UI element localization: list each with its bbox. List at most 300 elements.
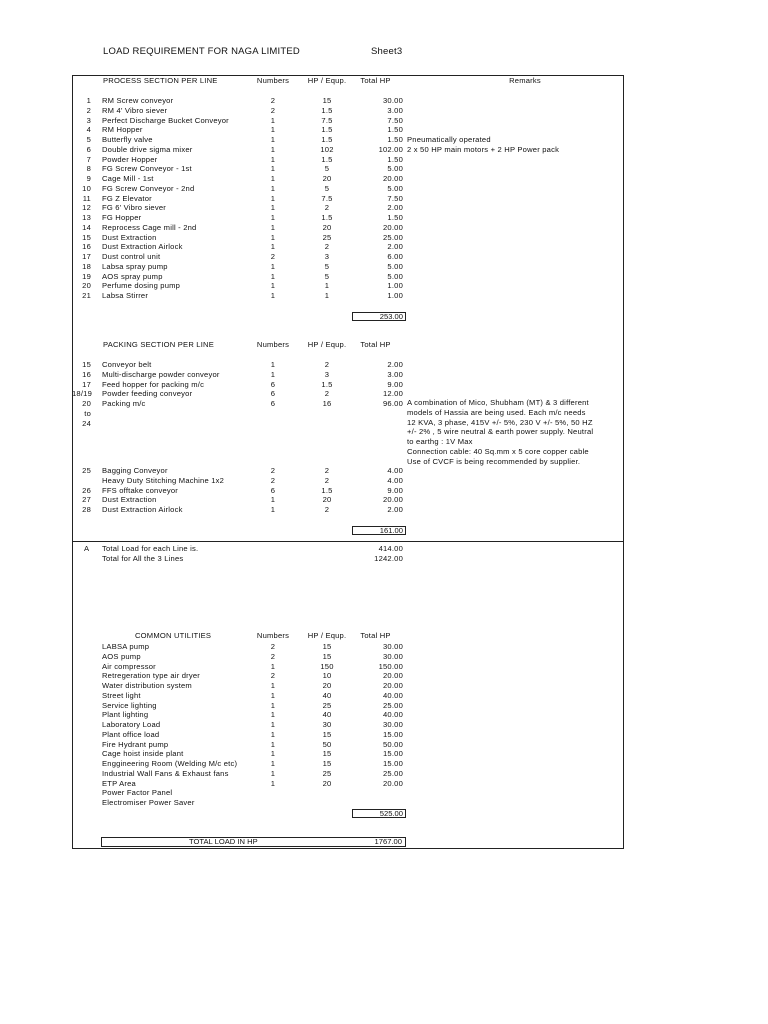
row-hp: 1 xyxy=(324,281,330,291)
row-description: Labsa Stirrer xyxy=(102,291,149,300)
row-hp: 15 xyxy=(322,651,332,661)
row-number: 7 xyxy=(86,154,91,164)
row-number: 4 xyxy=(86,125,91,135)
row-numbers: 6 xyxy=(270,485,276,495)
row-numbers: 1 xyxy=(270,115,276,125)
row-total: 7.50 xyxy=(387,193,403,203)
row-total: 4.00 xyxy=(387,466,403,475)
row-total: 102.00 xyxy=(378,144,403,154)
row-hp: 50 xyxy=(322,739,332,749)
table-row xyxy=(0,701,768,711)
row-total: 15.00 xyxy=(382,729,403,739)
row-description: Packing m/c xyxy=(102,399,146,408)
row-description: FG 6' Vibro siever xyxy=(102,203,166,213)
row-hp: 10 xyxy=(322,671,332,681)
row-hp: 2 xyxy=(324,505,330,514)
row-total: 30.00 xyxy=(382,720,403,729)
row-description: Conveyor belt xyxy=(102,360,152,369)
row-numbers: 1 xyxy=(270,125,276,135)
row-numbers: 1 xyxy=(270,164,276,174)
remark-line: to earthg : 1V Max xyxy=(407,437,473,446)
row-description: Powder feeding conveyor xyxy=(102,389,193,399)
row-hp: 20 xyxy=(322,174,332,183)
row-description: Dust Extraction Airlock xyxy=(102,242,183,252)
table-row xyxy=(0,106,768,116)
row-number: 14 xyxy=(82,222,91,232)
table-row xyxy=(0,184,768,194)
row-total: 20.00 xyxy=(382,671,403,681)
row-description: FG Z Elevator xyxy=(102,193,152,203)
table-row xyxy=(0,466,768,476)
row-hp: 1.5 xyxy=(321,154,333,164)
row-number: 1 xyxy=(86,96,91,105)
row-hp: 15 xyxy=(322,96,332,105)
row-hp: 2 xyxy=(324,242,330,252)
row-numbers: 6 xyxy=(270,389,276,399)
utilities-section-heading: COMMON UTILITIES xyxy=(135,631,212,640)
row-hp: 1.5 xyxy=(321,135,333,144)
remark-line: models of Hassia are being used. Each m/c needs xyxy=(407,407,586,417)
table-row xyxy=(0,419,768,429)
table-row xyxy=(0,135,768,145)
row-total: 30.00 xyxy=(382,642,403,651)
row-numbers: 1 xyxy=(270,720,276,729)
remark-line: 12 KVA, 3 phase, 415V +/- 5%, 230 V +/- 5%, 50 HZ xyxy=(407,417,593,427)
row-total: 2.00 xyxy=(387,203,403,213)
row-number: 24 xyxy=(82,418,91,428)
table-row xyxy=(0,262,768,272)
row-description: RM 4' Vibro siever xyxy=(102,105,168,115)
row-numbers: 1 xyxy=(270,213,276,222)
row-hp: 2 xyxy=(324,360,330,369)
table-row xyxy=(0,788,768,798)
row-numbers: 1 xyxy=(270,700,276,710)
table-row xyxy=(0,769,768,779)
row-hp: 1.5 xyxy=(321,105,333,115)
row-number: 9 xyxy=(86,174,91,183)
row-total: 30.00 xyxy=(382,96,403,105)
utilities-header-row xyxy=(0,631,768,641)
row-hp: 7.5 xyxy=(321,193,333,203)
table-row xyxy=(0,194,768,204)
table-row xyxy=(0,642,768,652)
row-numbers: 1 xyxy=(270,242,276,252)
table-row xyxy=(0,749,768,759)
total-all-desc: Total for All the 3 Lines xyxy=(102,554,184,563)
row-total: 20.00 xyxy=(382,778,403,788)
row-numbers: 1 xyxy=(270,174,276,183)
row-numbers: 2 xyxy=(270,96,276,105)
table-row xyxy=(0,125,768,135)
row-total: 20.00 xyxy=(382,495,403,505)
row-total: 2.00 xyxy=(387,360,403,369)
row-total: 1.50 xyxy=(387,213,403,222)
row-description: Bagging Conveyor xyxy=(102,466,168,475)
row-number: 12 xyxy=(82,203,91,213)
row-total: 5.00 xyxy=(387,164,403,174)
row-hp: 16 xyxy=(322,399,332,408)
row-number: 21 xyxy=(82,291,91,300)
table-row xyxy=(0,213,768,223)
row-total: 12.00 xyxy=(382,389,403,399)
row-number: 11 xyxy=(82,193,91,203)
row-total: 4.00 xyxy=(387,475,403,485)
table-row xyxy=(0,798,768,808)
row-total: 25.00 xyxy=(382,700,403,710)
row-numbers: 1 xyxy=(270,135,276,144)
row-description: Enggineering Room (Welding M/c etc) xyxy=(102,759,238,768)
row-hp: 1.5 xyxy=(321,213,333,222)
row-numbers: 6 xyxy=(270,379,276,389)
row-total: 6.00 xyxy=(387,252,403,261)
table-row xyxy=(0,409,768,419)
row-number: 25 xyxy=(82,466,91,475)
row-numbers: 2 xyxy=(270,671,276,681)
remark-line: Use of CVCF is being recommended by supplier. xyxy=(407,456,581,466)
row-total: 25.00 xyxy=(382,232,403,242)
table-row xyxy=(0,164,768,174)
row-number: 13 xyxy=(82,213,91,222)
row-numbers: 1 xyxy=(270,729,276,739)
row-hp: 2 xyxy=(324,466,330,475)
row-total: 15.00 xyxy=(382,749,403,759)
row-total: 5.00 xyxy=(387,271,403,281)
grand-total-bar xyxy=(101,837,406,847)
row-description: Air compressor xyxy=(102,661,156,671)
table-row xyxy=(0,486,768,496)
table-row xyxy=(0,399,768,409)
process-subtotal: 253.00 xyxy=(352,312,406,321)
row-number: 5 xyxy=(86,135,91,144)
row-number: 26 xyxy=(82,485,91,495)
table-row xyxy=(0,145,768,155)
row-description: Fire Hydrant pump xyxy=(102,739,169,749)
table-row xyxy=(0,505,768,515)
total-all-value: 1242.00 xyxy=(374,554,403,563)
row-number: 2 xyxy=(86,105,91,115)
row-number: 20 xyxy=(82,281,91,291)
row-hp: 20 xyxy=(322,495,332,505)
table-row xyxy=(0,691,768,701)
row-hp: 150 xyxy=(320,661,334,671)
row-numbers: 1 xyxy=(270,281,276,291)
packing-total-header: Total HP xyxy=(360,340,391,349)
row-number: 6 xyxy=(86,144,91,154)
row-numbers: 1 xyxy=(270,681,276,690)
table-row xyxy=(0,671,768,681)
row-total: 3.00 xyxy=(387,369,403,379)
row-description: Industrial Wall Fans & Exhaust fans xyxy=(102,768,229,778)
row-hp: 3 xyxy=(324,369,330,379)
row-numbers: 1 xyxy=(270,144,276,154)
table-row xyxy=(0,720,768,730)
row-number: 18 xyxy=(82,261,91,271)
row-total: 25.00 xyxy=(382,768,403,778)
row-description: Power Factor Panel xyxy=(102,788,173,798)
row-description: Plant office load xyxy=(102,729,160,739)
utilities-subtotal: 525.00 xyxy=(352,809,406,818)
row-numbers: 1 xyxy=(270,232,276,242)
row-numbers: 1 xyxy=(270,203,276,213)
row-description: Street light xyxy=(102,690,141,700)
row-number: 17 xyxy=(82,252,91,261)
table-row xyxy=(0,681,768,691)
row-total: 1.00 xyxy=(387,281,403,291)
row-numbers: 1 xyxy=(270,710,276,720)
total-line-value: 414.00 xyxy=(378,544,403,553)
row-hp: 15 xyxy=(322,749,332,759)
row-total: 9.00 xyxy=(387,379,403,389)
row-description: Service lighting xyxy=(102,700,157,710)
row-description: RM Screw conveyor xyxy=(102,96,174,105)
row-description: Water distribution system xyxy=(102,681,192,690)
row-hp: 5 xyxy=(324,183,330,193)
process-section-heading: PROCESS SECTION PER LINE xyxy=(103,76,218,85)
row-total: 2.00 xyxy=(387,242,403,252)
row-description: FG Screw Conveyor - 1st xyxy=(102,164,192,174)
table-row xyxy=(0,662,768,672)
utilities-numbers-header: Numbers xyxy=(256,631,290,640)
row-number: 15 xyxy=(82,360,91,369)
row-description: Cage hoist inside plant xyxy=(102,749,184,759)
remark-line: Connection cable: 40 Sq.mm x 5 core copper cable xyxy=(407,446,589,456)
row-description: Powder Hopper xyxy=(102,154,158,164)
row-description: FG Hopper xyxy=(102,213,142,222)
row-description: Cage Mill - 1st xyxy=(102,174,154,183)
grand-total-label: TOTAL LOAD IN HP xyxy=(189,837,258,846)
table-row xyxy=(0,281,768,291)
row-total: 20.00 xyxy=(382,681,403,690)
table-row xyxy=(0,779,768,789)
row-numbers: 1 xyxy=(270,768,276,778)
row-description: AOS spray pump xyxy=(102,271,163,281)
row-numbers: 2 xyxy=(270,466,276,475)
row-description: FG Screw Conveyor - 2nd xyxy=(102,183,195,193)
table-row xyxy=(0,380,768,390)
table-row xyxy=(0,495,768,505)
table-row xyxy=(0,174,768,184)
total-header: Total HP xyxy=(360,76,391,85)
row-numbers: 1 xyxy=(270,739,276,749)
row-description: Plant lighting xyxy=(102,710,149,720)
total-all-lines-row xyxy=(0,554,768,564)
row-total: 3.00 xyxy=(387,105,403,115)
table-row xyxy=(0,272,768,282)
row-remark: Pneumatically operated xyxy=(407,135,491,144)
row-hp: 1.5 xyxy=(321,379,333,389)
row-description: Butterfly valve xyxy=(102,135,153,144)
row-number: 16 xyxy=(82,242,91,252)
row-numbers: 1 xyxy=(270,690,276,700)
row-description: FFS offtake conveyor xyxy=(102,485,179,495)
row-total: 40.00 xyxy=(382,690,403,700)
row-number: 10 xyxy=(82,183,91,193)
row-hp: 5 xyxy=(324,261,330,271)
row-hp: 2 xyxy=(324,203,330,213)
row-description: LABSA pump xyxy=(102,642,150,651)
row-description: Feed hopper for packing m/c xyxy=(102,379,205,389)
page-title: LOAD REQUIREMENT FOR NAGA LIMITED xyxy=(103,46,300,57)
row-number: 28 xyxy=(82,505,91,514)
row-number: 18/19 xyxy=(72,389,93,399)
row-hp: 25 xyxy=(322,700,332,710)
table-row xyxy=(0,759,768,769)
row-numbers: 1 xyxy=(270,759,276,768)
row-hp: 5 xyxy=(324,164,330,174)
row-hp: 40 xyxy=(322,690,332,700)
row-numbers: 1 xyxy=(270,222,276,232)
row-numbers: 1 xyxy=(270,495,276,505)
table-row xyxy=(0,203,768,213)
sheet-label: Sheet3 xyxy=(371,46,403,57)
table-row xyxy=(0,730,768,740)
table-row xyxy=(0,96,768,106)
table-row xyxy=(0,233,768,243)
row-numbers: 2 xyxy=(270,105,276,115)
row-description: Multi-discharge powder conveyor xyxy=(102,369,220,379)
row-hp: 2 xyxy=(324,475,330,485)
packing-subtotal: 161.00 xyxy=(352,526,406,535)
row-numbers: 2 xyxy=(270,475,276,485)
row-total: 40.00 xyxy=(382,710,403,720)
row-total: 7.50 xyxy=(387,115,403,125)
packing-remarks xyxy=(407,398,593,466)
table-row xyxy=(0,223,768,233)
total-label-a: A xyxy=(84,544,90,553)
row-hp: 3 xyxy=(324,252,330,261)
row-total: 1.50 xyxy=(387,125,403,135)
table-row xyxy=(0,116,768,126)
row-number: 8 xyxy=(86,164,91,174)
table-row xyxy=(0,242,768,252)
row-remark: 2 x 50 HP main motors + 2 HP Power pack xyxy=(407,144,560,154)
row-description: Dust Extraction xyxy=(102,232,157,242)
row-number: 19 xyxy=(82,271,91,281)
row-hp: 102 xyxy=(320,144,334,154)
row-description: Reprocess Cage mill - 2nd xyxy=(102,222,197,232)
row-number: 17 xyxy=(82,379,91,389)
row-description: Laboratory Load xyxy=(102,720,161,729)
row-description: AOS pump xyxy=(102,651,141,661)
row-description: Dust Extraction xyxy=(102,495,157,505)
row-total: 20.00 xyxy=(382,174,403,183)
utilities-hp-header: HP / Equp. xyxy=(307,631,347,640)
row-hp: 7.5 xyxy=(321,115,333,125)
row-numbers: 1 xyxy=(270,271,276,281)
row-hp: 1 xyxy=(324,291,330,300)
row-numbers: 1 xyxy=(270,360,276,369)
row-total: 96.00 xyxy=(382,399,403,408)
row-total: 5.00 xyxy=(387,261,403,271)
row-total: 1.50 xyxy=(387,135,403,144)
total-line-row xyxy=(0,544,768,554)
row-total: 5.00 xyxy=(387,183,403,193)
remark-line: +/- 2% , 5 wire neutral & earth power supply. Neutral xyxy=(407,427,594,437)
row-numbers: 1 xyxy=(270,661,276,671)
row-number: 20 xyxy=(82,399,91,408)
row-numbers: 1 xyxy=(270,749,276,759)
row-description: Labsa spray pump xyxy=(102,261,168,271)
hp-header: HP / Equp. xyxy=(307,76,347,85)
total-line-desc: Total Load for each Line is. xyxy=(102,544,199,553)
row-total: 2.00 xyxy=(387,505,403,514)
row-description: RM Hopper xyxy=(102,125,143,135)
row-numbers: 1 xyxy=(270,183,276,193)
row-hp: 15 xyxy=(322,729,332,739)
row-total: 1.00 xyxy=(387,291,403,300)
row-hp: 15 xyxy=(322,642,332,651)
process-header-row xyxy=(0,76,768,86)
row-description: Heavy Duty Stitching Machine 1x2 xyxy=(102,475,225,485)
row-description: ETP Area xyxy=(102,778,136,788)
table-row xyxy=(0,740,768,750)
row-numbers: 1 xyxy=(270,291,276,300)
row-hp: 30 xyxy=(322,720,332,729)
row-numbers: 6 xyxy=(270,399,276,408)
row-numbers: 1 xyxy=(270,193,276,203)
row-number: 16 xyxy=(82,369,91,379)
row-number: to xyxy=(84,408,91,418)
table-row xyxy=(0,155,768,165)
row-hp: 20 xyxy=(322,681,332,690)
row-hp: 2 xyxy=(324,389,330,399)
row-description: Perfect Discharge Bucket Conveyor xyxy=(102,115,229,125)
table-row xyxy=(0,652,768,662)
row-description: Retregeration type air dryer xyxy=(102,671,201,681)
row-total: 9.00 xyxy=(387,485,403,495)
row-hp: 5 xyxy=(324,271,330,281)
row-hp: 20 xyxy=(322,222,332,232)
row-total: 1.50 xyxy=(387,154,403,164)
table-row xyxy=(0,360,768,370)
row-total: 50.00 xyxy=(382,739,403,749)
row-numbers: 2 xyxy=(270,642,276,651)
row-numbers: 1 xyxy=(270,154,276,164)
remarks-header: Remarks xyxy=(509,76,541,85)
row-numbers: 1 xyxy=(270,778,276,788)
table-row xyxy=(0,389,768,399)
row-hp: 25 xyxy=(322,232,332,242)
row-description: Double drive sigma mixer xyxy=(102,144,193,154)
packing-hp-header: HP / Equp. xyxy=(307,340,347,349)
row-numbers: 1 xyxy=(270,261,276,271)
row-number: 27 xyxy=(82,495,91,505)
table-row xyxy=(0,252,768,262)
row-total: 15.00 xyxy=(382,759,403,768)
numbers-header: Numbers xyxy=(256,76,290,85)
row-description: Dust control unit xyxy=(102,252,161,261)
table-row xyxy=(0,291,768,301)
table-row xyxy=(0,710,768,720)
remark-line: A combination of Mico, Shubham (MT) & 3 different xyxy=(407,398,589,407)
packing-section-heading: PACKING SECTION PER LINE xyxy=(103,340,214,349)
row-description: Perfume dosing pump xyxy=(102,281,181,291)
row-hp: 1.5 xyxy=(321,485,333,495)
row-numbers: 2 xyxy=(270,651,276,661)
row-number: 15 xyxy=(82,232,91,242)
row-hp: 40 xyxy=(322,710,332,720)
row-hp: 1.5 xyxy=(321,125,333,135)
row-description: Dust Extraction Airlock xyxy=(102,505,183,514)
row-numbers: 1 xyxy=(270,369,276,379)
row-hp: 25 xyxy=(322,768,332,778)
row-hp: 20 xyxy=(322,778,332,788)
utilities-total-header: Total HP xyxy=(360,631,391,640)
row-total: 30.00 xyxy=(382,651,403,661)
grand-total-value: 1767.00 xyxy=(374,837,402,846)
row-hp: 15 xyxy=(322,759,332,768)
row-total: 150.00 xyxy=(378,661,403,671)
